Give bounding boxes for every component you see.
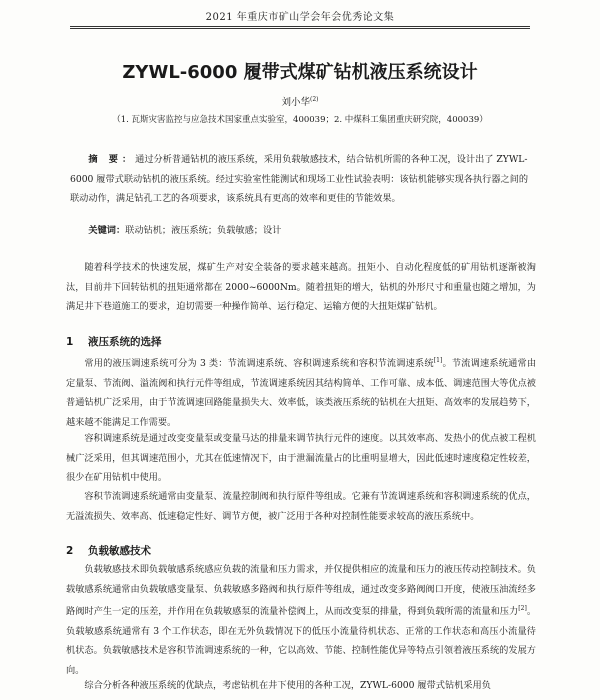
section-1-paragraph-2: 容积调速系统是通过改变变量泵或变量马达的排量来调节执行元件的速度。以其效率高、发热小的优点被工程机械广泛采用，但其调速范围小，尤其在低速情况下，由于泄漏流量占的比重明显增大，因此低速时速度稳定性较差，很少在矿用钻机中使用。 <box>66 433 536 484</box>
author-name: 刘小华 <box>281 97 310 108</box>
sec1-p1-text-a: 常用的液压调速系统可分为 3 类：节流调速系统、容积调速系统和容积节流调速系统 <box>84 358 434 370</box>
section-2-paragraph-2: 综合分析各种液压系统的优缺点，考虑钻机在井下使用的各种工况，ZYWL-6000 履带式钻机采用负 <box>84 680 491 691</box>
section-1-number: 1 <box>66 336 74 348</box>
abstract-label: 摘 要： <box>88 154 136 165</box>
section-2-number: 2 <box>66 545 74 557</box>
paper-title: ZYWL-6000 履带式煤矿钻机液压系统设计 <box>122 62 478 83</box>
keywords-text: 联动钻机；液压系统；负载敏感；设计 <box>125 225 282 236</box>
abstract <box>70 150 532 209</box>
sec2-p1-text-b: 。负载敏感系统通常有 3 个工作状态，即在无外负载情况下的低压小流量待机状态、正常的工作状态和高压小流量待机状态。负载敏感技术是容积节流调速系统的一种，它以高效、节能、控制性能优异等特点引领着液压系统的发展方向。 <box>66 606 537 677</box>
affiliation: （1. 瓦斯灾害监控与应急技术国家重点实验室，400039；2. 中煤科工集团重庆研究院，400039） <box>112 115 488 125</box>
section-1-heading <box>66 334 162 349</box>
sec2-p1-text-a: 负载敏感技术即负载敏感系统感应负载的流量和压力需求，并仅提供相应的流量和压力的液压传动控制技术。负载敏感系统通常由负载敏感变量泵、负载敏感多路阀和执行原件等组成，通过改变多路阀阀口开度，使液压油流经多路阀时产生一定的压差，并作用在负载敏感泵的流量补偿阀上，从而改变泵的排量，得到负载所需的流量和压力 <box>66 564 536 618</box>
keywords <box>70 222 532 236</box>
section-2-paragraph-1 <box>66 560 536 681</box>
abstract-text: 通过分析普通钻机的液压系统，采用负载敏感技术，结合钻机所需的各种工况，设计出了 ZYWL-6000 履带式联动钻机的液压系统。经过实验室性能测试和现场工业性试验表明：该钻机能够实现各执行器之间的联动动作，满足钻孔工艺的各项要求，该系统具有更高的效率和更佳的节能效果。 <box>70 154 529 204</box>
citation-1: [1] <box>433 357 443 364</box>
author-line <box>40 94 560 108</box>
section-1-paragraph-1 <box>66 351 536 432</box>
header-rule-top <box>70 26 530 27</box>
citation-2: [2] <box>518 605 527 613</box>
section-1-title: 液压系统的选择 <box>88 336 162 348</box>
intro-paragraph: 随着科学技术的快速发展，煤矿生产对安全装备的要求越来越高。扭矩小、自动化程度低的矿用钻机逐渐被淘汰，目前井下回转钻机的扭矩通常都在 2000~6000Nm。随着扭矩的增大，钻机的外形尺寸和重量也随之增加，为满足井下巷道施工的要求，迫切需要一种操作简单、运行稳定、运输方便的大扭矩煤矿钻机。 <box>66 262 536 313</box>
sec1-p1-text-b: 。节流调速系统通常由定量泵、节流阀、溢流阀和执行元件等组成，节流调速系统因其结构简单、工作可靠、成本低、调速范围大等优点被普通钻机广泛采用，由于节流调速回路能量损失大、效率低，该类液压系统的钻机在大扭矩、高效率的发展趋势下，越来越不能满足工作需要。 <box>66 358 537 428</box>
keywords-label: 关键词： <box>88 225 126 236</box>
section-2-title: 负载敏感技术 <box>88 545 151 557</box>
header-rule-bottom <box>70 28 530 29</box>
section-1-paragraph-3: 容积节流调速系统通常由变量泵、流量控制阀和执行原件等组成。它兼有节流调速系统和容积调速系统的优点，无溢流损失、效率高、低速稳定性好、调节方便，被广泛用于各种对控制性能要求较高的液压系统中。 <box>66 491 536 522</box>
section-2-heading <box>66 543 151 558</box>
author-affiliation-mark: (2) <box>310 95 319 103</box>
running-header: 2021 年重庆市矿山学会年会优秀论文集 <box>205 12 395 23</box>
